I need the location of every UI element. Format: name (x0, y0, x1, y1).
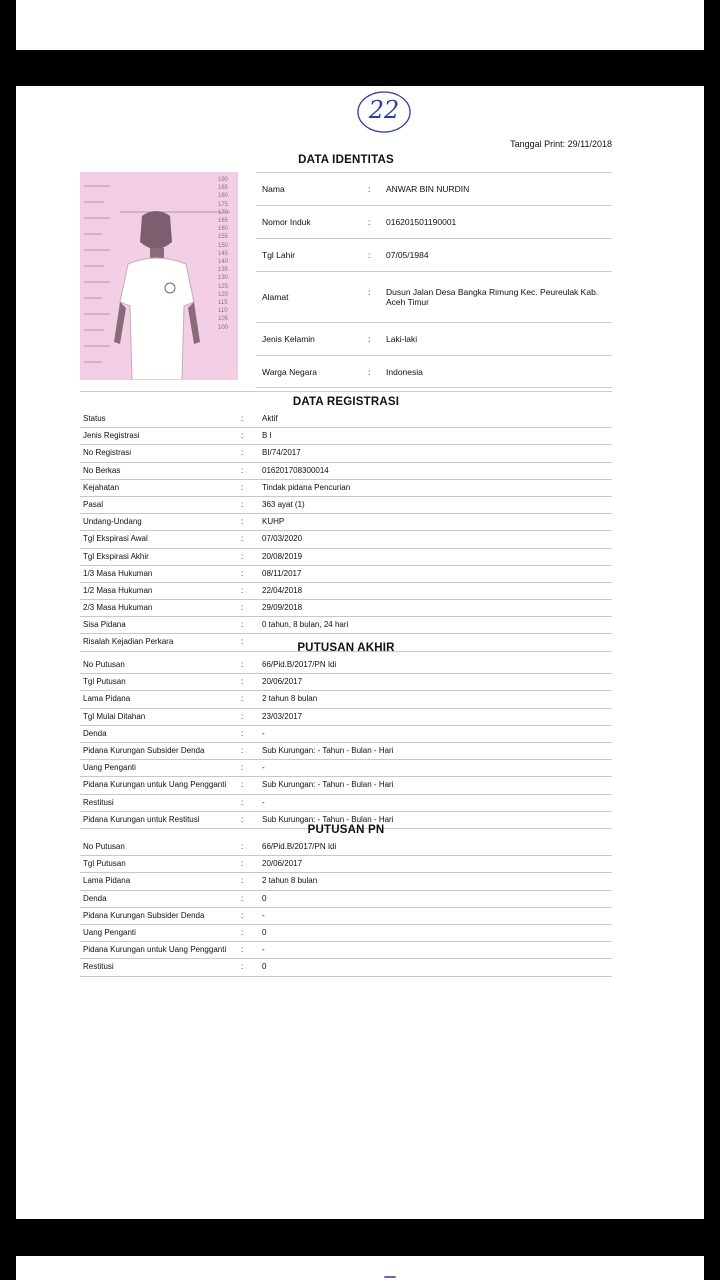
field-label: Alamat (262, 292, 289, 302)
print-date: Tanggal Print: 29/11/2018 (510, 139, 612, 149)
field-value: 29/09/2018 (262, 603, 303, 613)
field-colon: : (241, 711, 244, 721)
section-title-putusan-pn: PUTUSAN PN (307, 824, 385, 836)
height-scale-label: 165 (218, 218, 229, 225)
field-colon: : (241, 448, 244, 458)
identitas-row (256, 205, 612, 238)
field-value: 66/Pid.B/2017/PN Idi (262, 842, 337, 851)
field-label: Tgl Mulai Ditahan (83, 711, 146, 721)
field-value: 66/Pid.B/2017/PN Idi (262, 660, 337, 669)
identitas-row (256, 355, 612, 388)
field-value: 016201501190001 (386, 217, 457, 227)
height-scale (218, 176, 238, 332)
field-label: Pasal (83, 499, 104, 509)
registrasi-row (80, 428, 612, 445)
field-colon: : (241, 414, 244, 423)
field-value: Tindak pidana Pencurian (262, 482, 351, 492)
field-colon: : (241, 694, 244, 704)
identitas-row (256, 238, 612, 271)
field-label: Kejahatan (83, 482, 120, 492)
field-label: 1/3 Masa Hukuman (83, 568, 153, 578)
field-label: Undang-Undang (83, 517, 142, 527)
putusan-akhir-row (80, 726, 612, 743)
field-colon: : (368, 367, 371, 377)
field-colon: : (241, 927, 244, 937)
field-value: Sub Kurungan: - Tahun - Bulan - Hari (262, 814, 394, 824)
putusan-akhir-row (80, 709, 612, 726)
putusan-pn-row (80, 839, 612, 856)
field-value: - (262, 763, 265, 773)
field-colon: : (241, 517, 244, 527)
putusan-akhir-row (80, 674, 612, 691)
field-label: Tgl Lahir (262, 250, 296, 260)
putusan-pn-row (80, 856, 612, 873)
field-label: Tgl Ekspirasi Akhir (83, 551, 149, 561)
field-value: 0 (262, 927, 267, 937)
field-value: ANWAR BIN NURDIN (386, 184, 470, 194)
field-label: Sisa Pidana (83, 620, 126, 630)
putusan-pn-row (80, 891, 612, 908)
field-label: Pidana Kurungan Subsider Denda (83, 910, 205, 920)
height-scale-label: 145 (218, 250, 229, 257)
field-value: BI/74/2017 (262, 448, 301, 458)
field-label: Pidana Kurungan untuk Uang Pengganti (83, 945, 227, 955)
field-label: Pidana Kurungan untuk Restitusi (83, 814, 200, 824)
height-scale-label: 180 (218, 193, 229, 200)
height-scale-label: 150 (218, 242, 229, 249)
field-value: KUHP (262, 517, 285, 527)
registrasi-row (80, 531, 612, 548)
field-label: Restitusi (83, 962, 114, 972)
field-value: 07/05/1984 (386, 250, 429, 260)
height-scale-label: 130 (218, 275, 229, 282)
putusan-pn-row (80, 959, 612, 976)
field-value: 20/08/2019 (262, 551, 303, 561)
putusan-akhir-row (80, 743, 612, 760)
putusan-pn-table (80, 839, 612, 977)
field-value: - (262, 945, 265, 955)
field-value: 2 tahun 8 bulan (262, 694, 318, 704)
field-label: Nomor Induk (262, 217, 311, 227)
field-colon: : (241, 551, 244, 561)
page-number-stamp (356, 88, 412, 134)
field-colon: : (241, 660, 244, 669)
field-label: Pidana Kurungan untuk Uang Pengganti (83, 780, 227, 790)
identitas-row (256, 271, 612, 322)
field-label: 2/3 Masa Hukuman (83, 603, 153, 613)
height-scale-label: 155 (218, 234, 229, 241)
field-value: 0 (262, 962, 267, 972)
field-value: Sub Kurungan: - Tahun - Bulan - Hari (262, 745, 394, 755)
putusan-akhir-row (80, 760, 612, 777)
field-label: No Putusan (83, 842, 125, 851)
section-rule (80, 391, 612, 392)
height-scale-label: 125 (218, 283, 229, 290)
field-label: Nama (262, 184, 285, 194)
field-value: Dusun Jalan Desa Bangka Rimung Kec. Peureulak Kab. Aceh Timur (386, 287, 599, 307)
scroll-indicator-icon (384, 1276, 396, 1278)
field-value: 08/11/2017 (262, 568, 302, 578)
field-colon: : (241, 637, 244, 647)
field-label: Denda (83, 728, 107, 738)
height-scale-label: 105 (218, 316, 229, 323)
height-scale-label: 175 (218, 201, 229, 208)
bottom-scroll-band (16, 1256, 704, 1280)
registrasi-row (80, 617, 612, 634)
registrasi-row (80, 445, 612, 462)
field-colon: : (368, 250, 371, 260)
field-colon: : (241, 859, 244, 869)
field-value: 07/03/2020 (262, 534, 303, 544)
field-label: Denda (83, 893, 107, 903)
putusan-pn-row (80, 908, 612, 925)
putusan-akhir-row (80, 795, 612, 812)
field-colon: : (368, 217, 371, 227)
putusan-akhir-row (80, 691, 612, 708)
putusan-akhir-row (80, 657, 612, 674)
field-label: Uang Penganti (83, 927, 136, 937)
field-label: No Berkas (83, 465, 121, 475)
height-scale-label: 170 (218, 209, 229, 216)
height-scale-label: 190 (218, 177, 229, 183)
field-colon: : (241, 728, 244, 738)
section-title-putusan-akhir: PUTUSAN AKHIR (297, 642, 395, 654)
registrasi-row (80, 411, 612, 428)
field-label: Lama Pidana (83, 876, 131, 886)
field-colon: : (241, 780, 244, 790)
field-colon: : (241, 431, 244, 441)
field-value: 363 ayat (1) (262, 499, 305, 509)
field-value: Laki-laki (386, 334, 418, 344)
field-colon: : (241, 745, 244, 755)
putusan-akhir-row (80, 777, 612, 794)
field-label: Warga Negara (262, 367, 317, 377)
field-colon: : (368, 287, 371, 297)
field-colon: : (241, 482, 244, 492)
field-colon: : (368, 184, 371, 194)
field-colon: : (241, 603, 244, 613)
field-colon: : (368, 334, 371, 344)
height-scale-label: 110 (218, 308, 228, 315)
field-colon: : (241, 945, 244, 955)
field-value: Aktif (262, 414, 278, 423)
field-value: 2 tahun 8 bulan (262, 876, 318, 886)
field-label: Pidana Kurungan Subsider Denda (83, 745, 205, 755)
field-colon: : (241, 797, 244, 807)
registrasi-row (80, 600, 612, 617)
field-value: - (262, 728, 265, 738)
height-scale-label: 120 (218, 291, 229, 298)
top-scroll-band (16, 0, 704, 50)
field-label: Tgl Ekspirasi Awal (83, 534, 148, 544)
height-scale-label: 185 (218, 185, 229, 192)
field-value: 23/03/2017 (262, 711, 303, 721)
field-label: Risalah Kejadian Perkara (83, 637, 174, 647)
field-label: No Putusan (83, 660, 125, 669)
field-value: 22/04/2018 (262, 585, 303, 595)
section-title-registrasi: DATA REGISTRASI (292, 396, 400, 408)
field-label: No Registrasi (83, 448, 132, 458)
field-colon: : (241, 568, 244, 578)
height-scale-label: 140 (218, 259, 229, 266)
field-label: Jenis Registrasi (83, 431, 140, 441)
field-colon: : (241, 910, 244, 920)
field-label: Status (83, 414, 106, 423)
field-colon: : (241, 620, 244, 630)
identitas-table (256, 172, 612, 388)
identitas-row (256, 322, 612, 355)
field-value: - (262, 797, 265, 807)
registrasi-row (80, 549, 612, 566)
putusan-pn-row (80, 873, 612, 890)
height-scale-label: 115 (218, 300, 228, 307)
field-label: Tgl Putusan (83, 859, 126, 869)
putusan-pn-row (80, 942, 612, 959)
field-label: Restitusi (83, 797, 114, 807)
field-value: 20/06/2017 (262, 859, 303, 869)
field-colon: : (241, 677, 244, 687)
field-value: Sub Kurungan: - Tahun - Bulan - Hari (262, 780, 394, 790)
field-colon: : (241, 585, 244, 595)
document-page (16, 86, 704, 1219)
registrasi-row (80, 566, 612, 583)
height-scale-label: 160 (218, 226, 229, 233)
field-value: 016201708300014 (262, 465, 329, 475)
field-label: Tgl Putusan (83, 677, 126, 687)
field-colon: : (241, 814, 244, 824)
registrasi-row (80, 463, 612, 480)
inmate-photo (80, 172, 238, 380)
field-value: 0 (262, 893, 267, 903)
field-colon: : (241, 534, 244, 544)
section-title-identitas: DATA IDENTITAS (298, 154, 394, 166)
field-value: B I (262, 431, 272, 441)
field-colon: : (241, 893, 244, 903)
field-value: - (262, 910, 265, 920)
field-value: Indonesia (386, 367, 423, 377)
registrasi-row (80, 514, 612, 531)
height-scale-label: 135 (218, 267, 229, 274)
registrasi-row (80, 583, 612, 600)
registrasi-table (80, 411, 612, 652)
field-colon: : (241, 876, 244, 886)
field-colon: : (241, 763, 244, 773)
field-label: 1/2 Masa Hukuman (83, 585, 153, 595)
registrasi-row (80, 480, 612, 497)
putusan-pn-row (80, 925, 612, 942)
field-label: Uang Penganti (83, 763, 136, 773)
registrasi-row (80, 497, 612, 514)
field-colon: : (241, 499, 244, 509)
field-colon: : (241, 842, 244, 851)
field-colon: : (241, 465, 244, 475)
height-scale-label: 100 (218, 324, 229, 331)
field-value: 20/06/2017 (262, 677, 303, 687)
page-number: 22 (368, 96, 400, 124)
field-value: 0 tahun, 8 bulan, 24 hari (262, 620, 349, 630)
field-colon: : (241, 962, 244, 972)
identitas-row (256, 172, 612, 205)
field-label: Jenis Kelamin (262, 334, 315, 344)
putusan-akhir-table (80, 657, 612, 829)
field-label: Lama Pidana (83, 694, 131, 704)
